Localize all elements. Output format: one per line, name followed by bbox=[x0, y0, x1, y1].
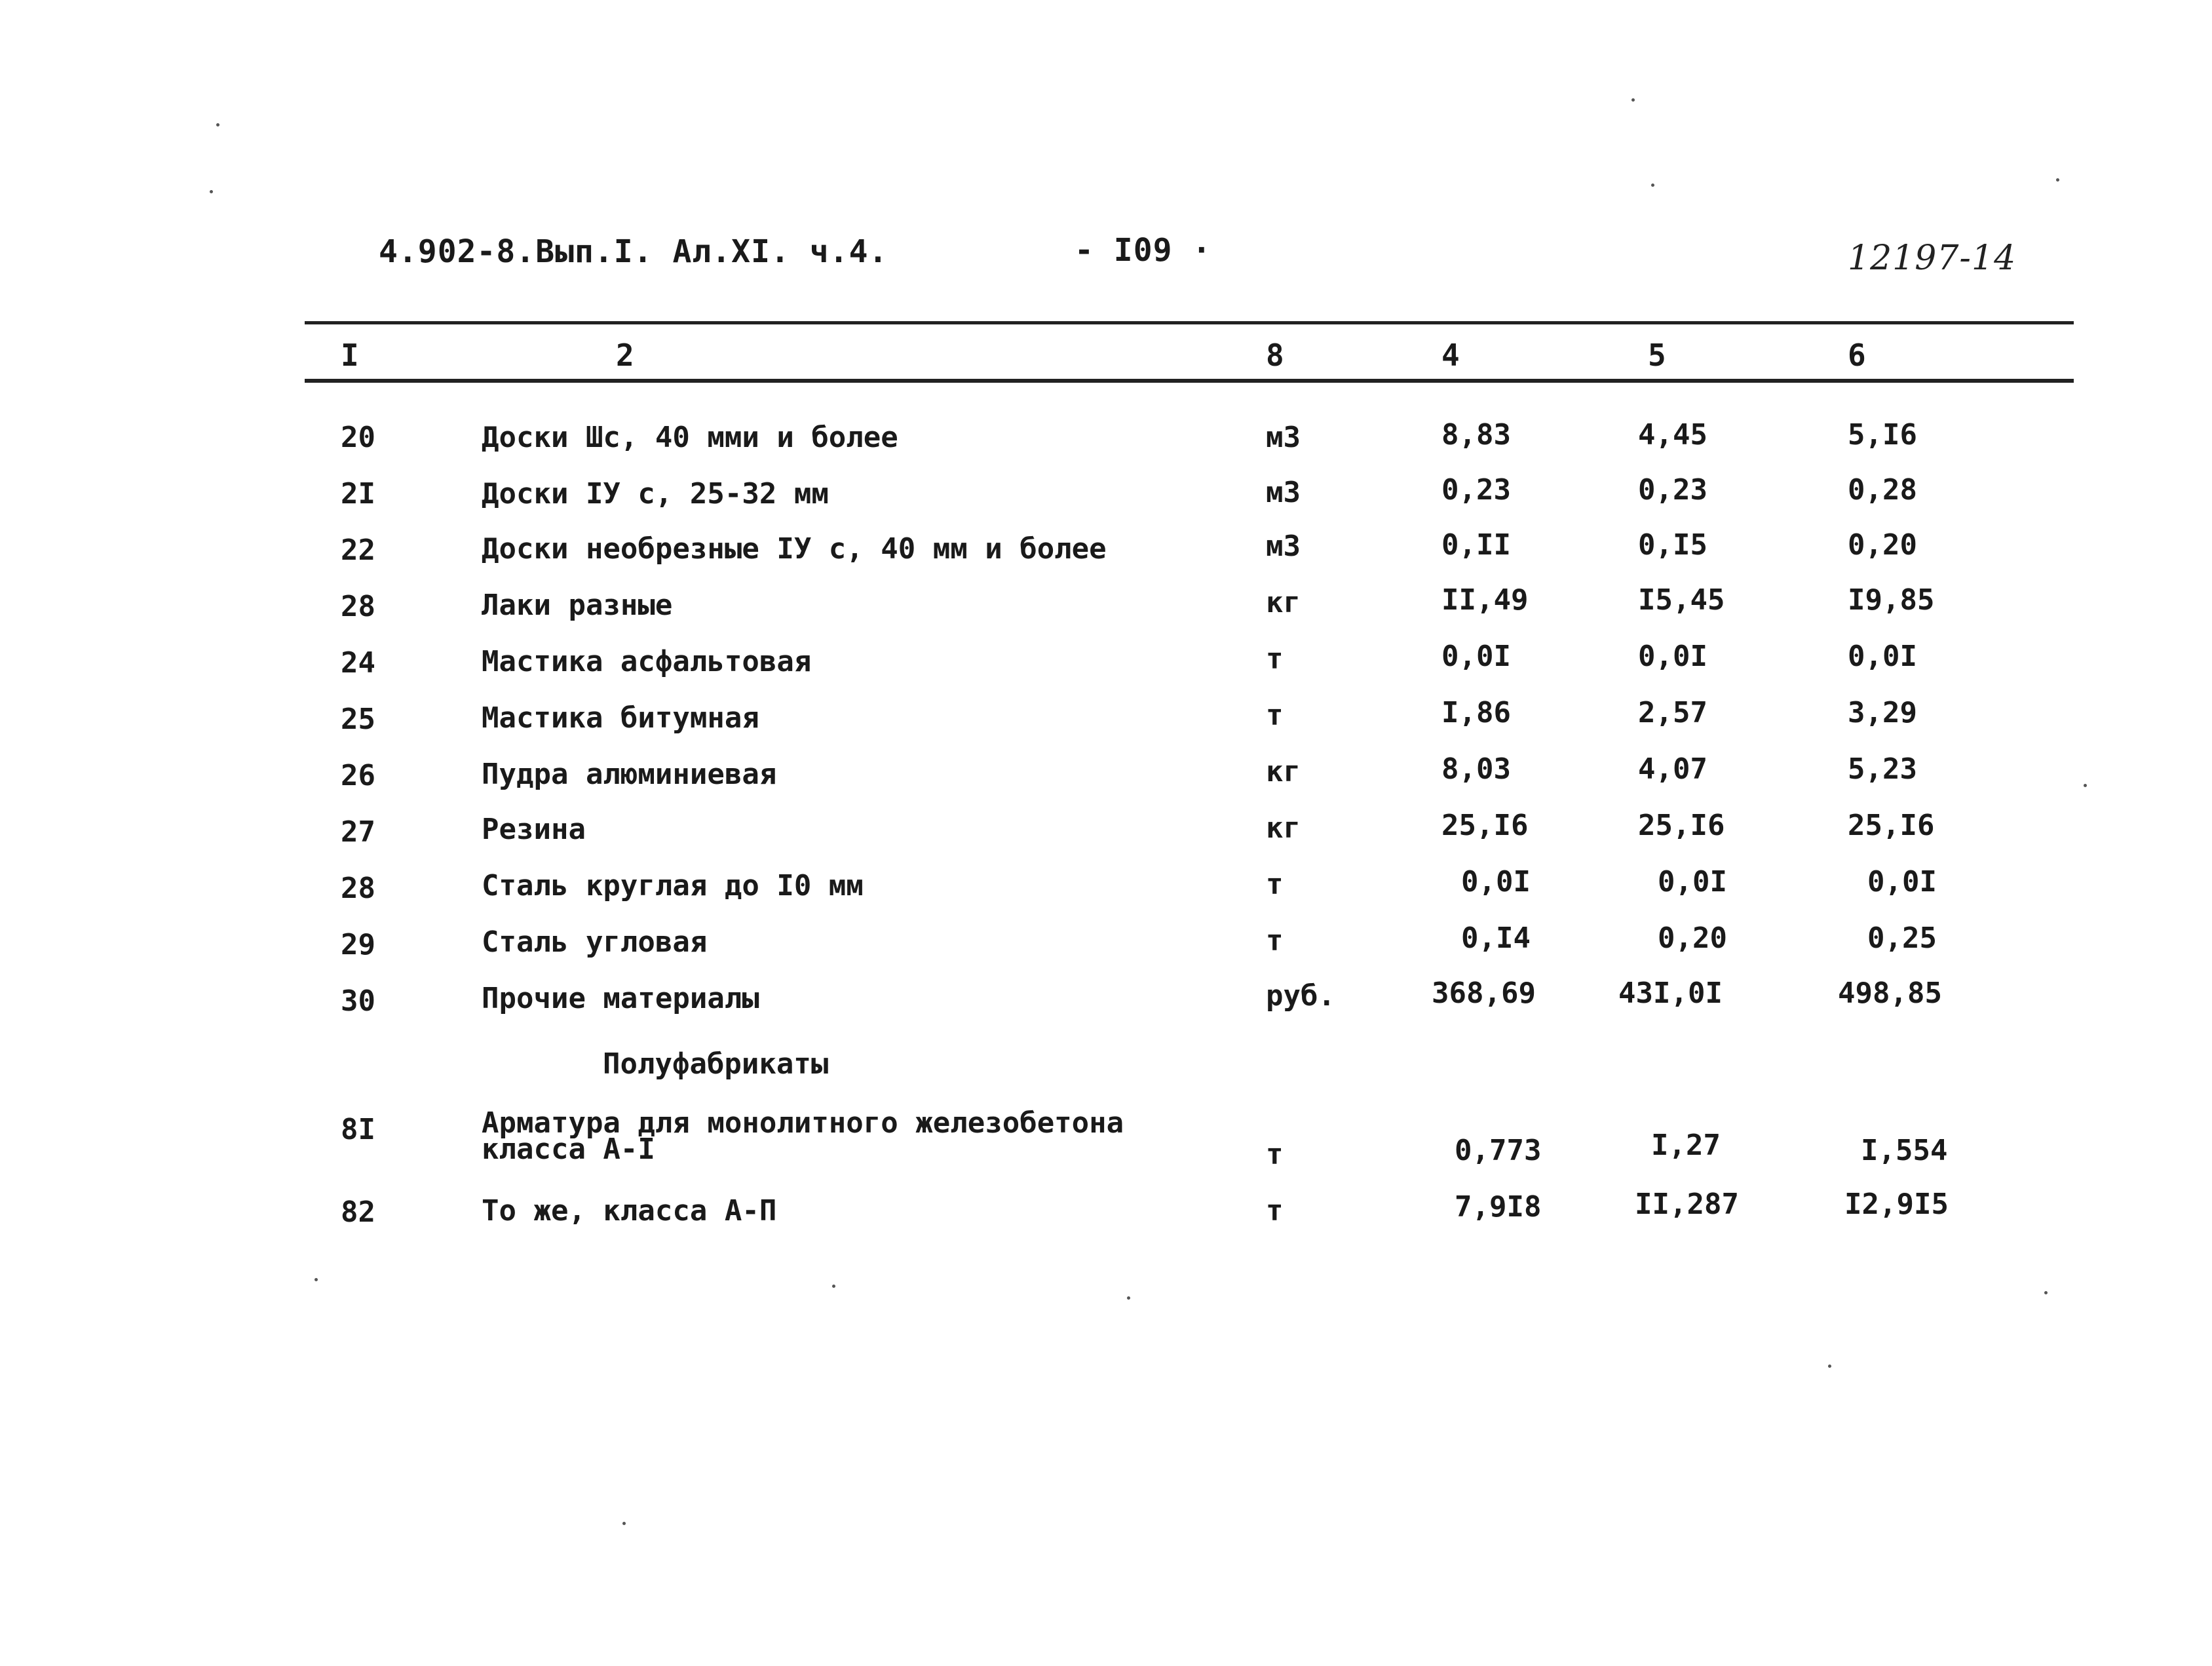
row-number: 8I bbox=[341, 1113, 375, 1146]
unit: кг bbox=[1266, 586, 1301, 619]
material-name: Резина bbox=[482, 813, 586, 846]
handwritten-stamp: 12197-14 bbox=[1848, 239, 2017, 278]
unit: т bbox=[1266, 1194, 1284, 1228]
column-header-1: I bbox=[341, 338, 359, 373]
material-name: Мастика асфальтовая bbox=[482, 645, 812, 678]
row-number: 28 bbox=[341, 872, 375, 905]
value-col4: 7,9I8 bbox=[1455, 1190, 1542, 1224]
value-col6: 0,0I bbox=[1848, 640, 1917, 673]
column-header-4: 4 bbox=[1441, 338, 1460, 373]
value-col4: 8,03 bbox=[1441, 752, 1511, 786]
value-col5: 0,I5 bbox=[1638, 528, 1707, 562]
material-name-line1: Арматура для монолитного железобетона bbox=[482, 1106, 1124, 1140]
value-col4: 368,69 bbox=[1432, 977, 1536, 1010]
unit: т bbox=[1266, 642, 1284, 676]
value-col6: 5,23 bbox=[1848, 752, 1917, 786]
value-col5: 43I,0I bbox=[1618, 977, 1723, 1010]
scan-speck bbox=[2044, 1291, 2048, 1294]
unit: м3 bbox=[1266, 476, 1301, 509]
table-top-rule bbox=[305, 321, 2074, 324]
column-header-6: 6 bbox=[1848, 338, 1866, 373]
value-col5: I5,45 bbox=[1638, 583, 1725, 617]
scan-speck bbox=[622, 1522, 626, 1525]
value-col4: 0,0I bbox=[1461, 865, 1531, 899]
scan-speck bbox=[315, 1278, 318, 1281]
row-number: 28 bbox=[341, 590, 375, 623]
row-number: 25 bbox=[341, 703, 375, 736]
value-col5: 0,20 bbox=[1658, 921, 1727, 955]
unit: кг bbox=[1266, 755, 1301, 788]
material-name: То же, класса А-П bbox=[482, 1194, 777, 1228]
material-name: Лаки разные bbox=[482, 589, 673, 622]
document-reference: 4.902-8.Вып.I. Ал.XI. ч.4. bbox=[379, 233, 888, 270]
value-col6: I,554 bbox=[1861, 1134, 1948, 1167]
value-col6: 0,20 bbox=[1848, 528, 1917, 562]
unit: кг bbox=[1266, 811, 1301, 845]
column-header-2: 2 bbox=[616, 338, 634, 373]
scan-speck bbox=[2084, 784, 2087, 787]
value-col5: 0,0I bbox=[1658, 865, 1727, 899]
material-name: Сталь круглая до I0 мм bbox=[482, 869, 864, 902]
material-name-line2: класса А-I bbox=[482, 1133, 655, 1166]
material-name: Мастика битумная bbox=[482, 701, 759, 735]
value-col4: 0,0I bbox=[1441, 640, 1511, 673]
value-col4: 0,I4 bbox=[1461, 921, 1531, 955]
value-col5: 4,45 bbox=[1638, 418, 1707, 452]
row-number: 22 bbox=[341, 533, 375, 567]
value-col6: 0,28 bbox=[1848, 473, 1917, 507]
material-name: Доски Шс, 40 мми и более bbox=[482, 421, 898, 454]
material-name: Доски IУ с, 25-32 мм bbox=[482, 477, 829, 511]
value-col4: 25,I6 bbox=[1441, 809, 1529, 842]
scan-speck bbox=[1828, 1365, 1831, 1368]
scan-speck bbox=[832, 1285, 835, 1288]
row-number: 2I bbox=[341, 477, 375, 511]
row-number: 29 bbox=[341, 928, 375, 961]
row-number: 24 bbox=[341, 646, 375, 680]
material-name: Доски необрезные IУ с, 40 мм и более bbox=[482, 532, 1107, 566]
material-name: Сталь угловая bbox=[482, 925, 708, 959]
scan-speck bbox=[1651, 184, 1654, 187]
material-name: Прочие материалы bbox=[482, 982, 759, 1015]
value-col5: 25,I6 bbox=[1638, 809, 1725, 842]
value-col5: 4,07 bbox=[1638, 752, 1707, 786]
row-number: 30 bbox=[341, 984, 375, 1018]
value-col5: I,27 bbox=[1651, 1129, 1721, 1162]
value-col6: 25,I6 bbox=[1848, 809, 1935, 842]
value-col6: I9,85 bbox=[1848, 583, 1935, 617]
value-col6: 0,25 bbox=[1867, 921, 1937, 955]
unit: т bbox=[1266, 1138, 1284, 1171]
row-number: 26 bbox=[341, 759, 375, 792]
scan-speck bbox=[210, 190, 213, 193]
value-col5: 0,0I bbox=[1638, 640, 1707, 673]
unit: м3 bbox=[1266, 530, 1301, 563]
value-col4: II,49 bbox=[1441, 583, 1529, 617]
value-col6: I2,9I5 bbox=[1844, 1188, 1949, 1221]
section-title: Полуфабрикаты bbox=[603, 1047, 829, 1081]
row-number: 27 bbox=[341, 815, 375, 849]
value-col5: 0,23 bbox=[1638, 473, 1707, 507]
row-number: 20 bbox=[341, 421, 375, 454]
value-col6: 498,85 bbox=[1838, 977, 1942, 1010]
scan-speck bbox=[2056, 178, 2059, 182]
unit: м3 bbox=[1266, 421, 1301, 454]
value-col4: I,86 bbox=[1441, 696, 1511, 729]
value-col5: 2,57 bbox=[1638, 696, 1707, 729]
unit: т bbox=[1266, 699, 1284, 732]
unit: т bbox=[1266, 868, 1284, 901]
value-col5: II,287 bbox=[1635, 1188, 1739, 1221]
scan-speck bbox=[1631, 98, 1635, 102]
value-col6: 0,0I bbox=[1867, 865, 1937, 899]
column-header-5: 5 bbox=[1648, 338, 1666, 373]
value-col4: 0,773 bbox=[1455, 1134, 1542, 1167]
value-col4: 0,23 bbox=[1441, 473, 1511, 507]
material-name: Пудра алюминиевая bbox=[482, 758, 777, 791]
row-number: 82 bbox=[341, 1195, 375, 1229]
value-col4: 0,II bbox=[1441, 528, 1511, 562]
table-header-rule bbox=[305, 379, 2074, 383]
value-col4: 8,83 bbox=[1441, 418, 1511, 452]
page-number: - I09 · bbox=[1075, 232, 1212, 269]
scan-speck bbox=[216, 123, 219, 126]
unit: руб. bbox=[1266, 979, 1335, 1013]
unit: т bbox=[1266, 924, 1284, 958]
value-col6: 3,29 bbox=[1848, 696, 1917, 729]
scan-speck bbox=[1127, 1296, 1130, 1300]
value-col6: 5,I6 bbox=[1848, 418, 1917, 452]
column-header-3: 8 bbox=[1266, 338, 1284, 373]
